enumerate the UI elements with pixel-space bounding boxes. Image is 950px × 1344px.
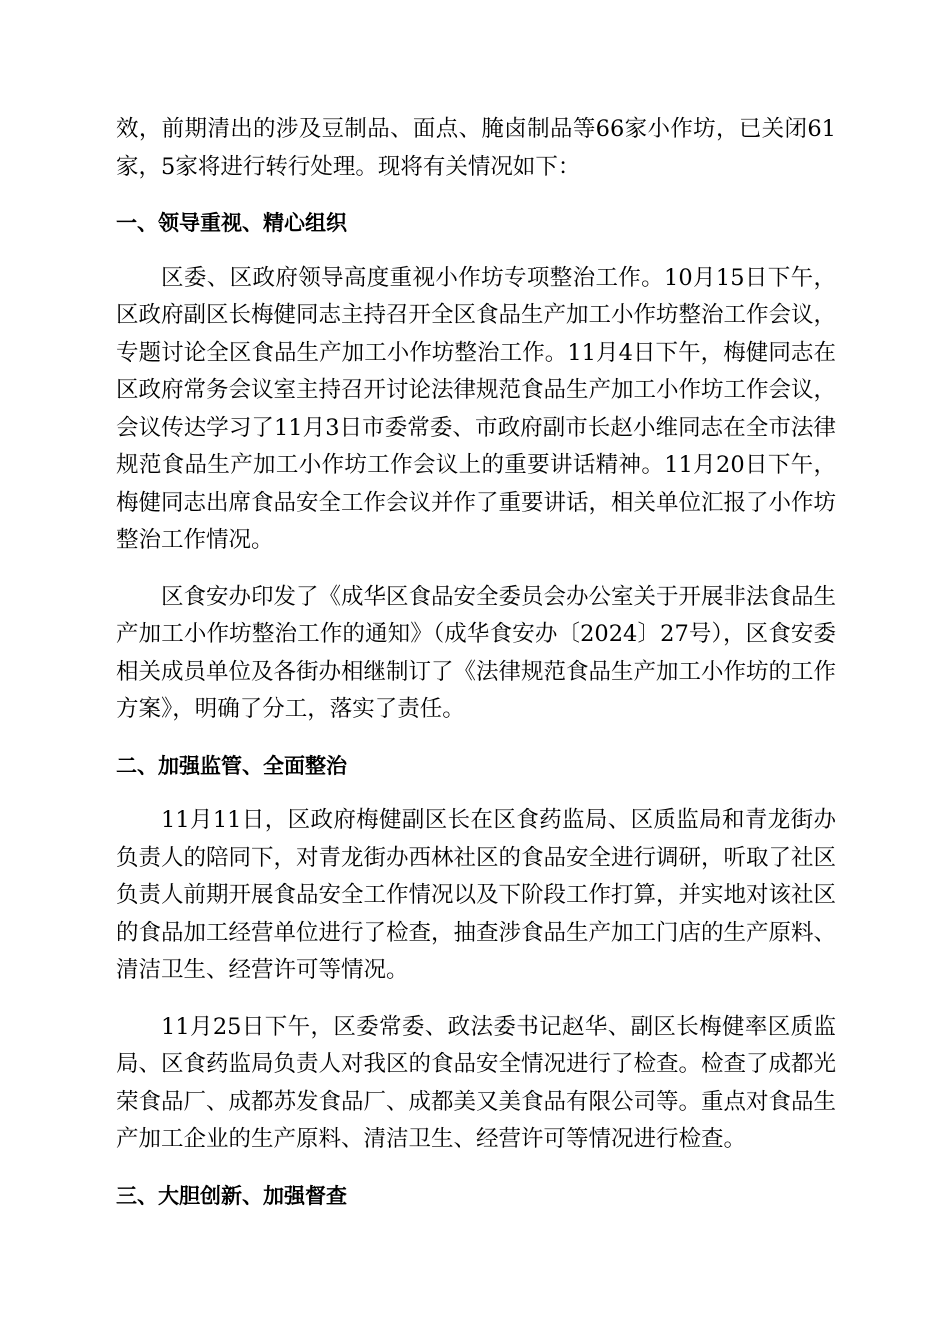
section-2-paragraph-2: 11月25日下午，区委常委、政法委书记赵华、副区长梅健率区质监局、区食药监局负责人对我区的食品安全情况进行了检查。检查了成都光荣食品厂、成都苏发食品厂、成都美又美食品有限公司等。重点对食品生产加工企业的生产原料、清洁卫生、经营许可等情况进行检查。 [116, 1013, 837, 1152]
section-heading-3: 三、大胆创新、加强督查 [116, 1183, 347, 1208]
section-1-paragraph-1: 区委、区政府领导高度重视小作坊专项整治工作。10月15日下午，区政府副区长梅健同志主持召开全区食品生产加工小作坊整治工作会议，专题讨论全区食品生产加工小作坊整治工作。11月4日下午，梅健同志在区政府常务会议室主持召开讨论法律规范食品生产加工小作坊工作会议，会议传达学习了11月3日市委常委、市政府副市长赵小维同志在全市法律规范食品生产加工小作坊工作会议上的重要讲话精神。11月20日下午，梅健同志出席食品安全工作会议并作了重要讲话，相关单位汇报了小作坊整治工作情况。 [116, 264, 837, 553]
section-1-paragraph-2: 区食安办印发了《成华区食品安全委员会办公室关于开展非法食品生产加工小作坊整治工作的通知》（成华食安办〔2024〕27号），区食安委相关成员单位及各街办相继制订了《法律规范食品生产加工小作坊的工作方案》，明确了分工，落实了责任。 [116, 583, 837, 722]
document-body [116, 111, 836, 1232]
section-2-paragraph-1: 11月11日，区政府梅健副区长在区食药监局、区质监局和青龙街办负责人的陪同下，对青龙街办西林社区的食品安全进行调研，听取了社区负责人前期开展食品安全工作情况以及下阶段工作打算，并实地对该社区的食品加工经营单位进行了检查，抽查涉食品生产加工门店的生产原料、清洁卫生、经营许可等情况。 [116, 807, 837, 983]
section-heading-1: 一、领导重视、精心组织 [116, 211, 347, 235]
intro-paragraph: 效，前期清出的涉及豆制品、面点、腌卤制品等66家小作坊，已关闭61家，5家将进行转行处理。现将有关情况如下： [116, 116, 836, 180]
section-heading-2: 二、加强监管、全面整治 [116, 753, 347, 778]
